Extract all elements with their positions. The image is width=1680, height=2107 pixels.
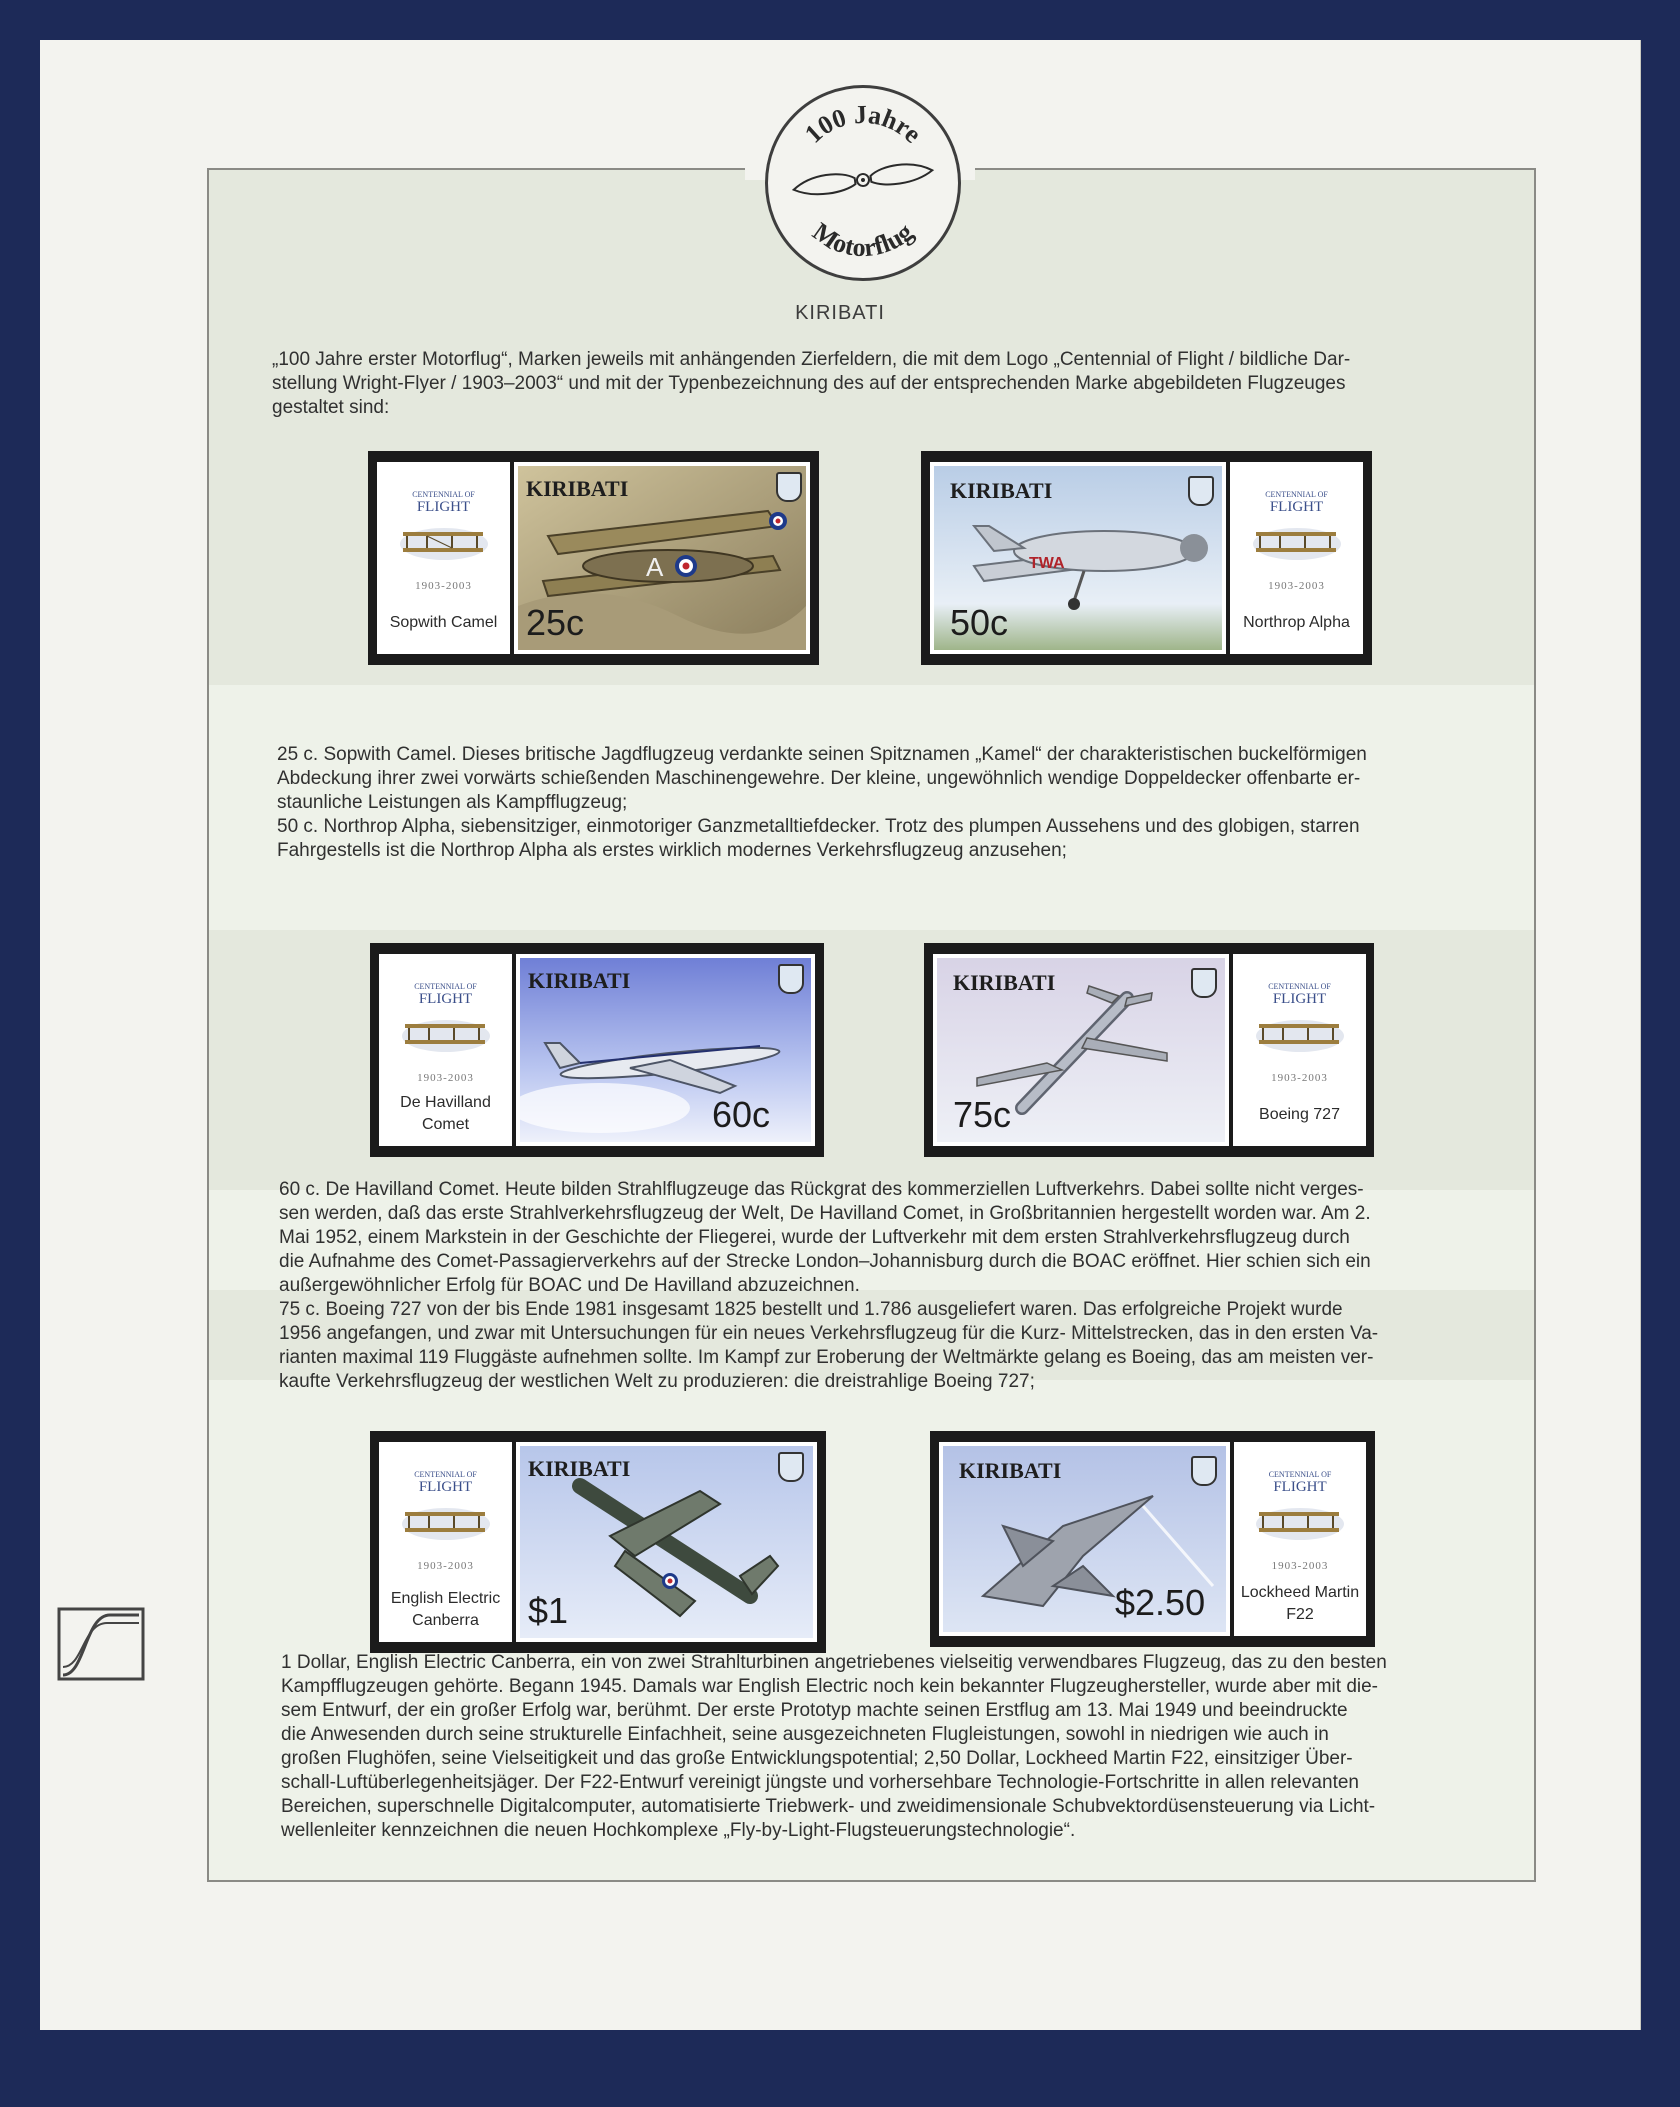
- centennial-flight-text: FLIGHT: [418, 991, 473, 1007]
- stamp: [933, 954, 1229, 1146]
- svg-text:100 Jahre: [799, 100, 927, 149]
- aircraft-label: Sopwith Camel: [389, 614, 498, 631]
- stamp-mount: [921, 451, 1372, 665]
- aircraft-label: English Electric Canberra: [390, 1590, 501, 1629]
- centennial-top-text: CENTENNIAL OF: [414, 982, 477, 991]
- centennial-flight-text: FLIGHT: [416, 499, 471, 515]
- stamp-value: 50c: [950, 602, 1009, 643]
- kiribati-crest-icon: [776, 472, 802, 502]
- stamp: [516, 1442, 817, 1642]
- stamp-label: [379, 954, 512, 1146]
- stamp-country: KIRIBATI: [528, 1456, 631, 1481]
- logo-top-text: 100 Jahre: [799, 99, 928, 149]
- stamp-value: $2.50: [1115, 1582, 1206, 1623]
- aircraft-label: Northrop Alpha: [1243, 614, 1350, 631]
- stamp-label: [377, 462, 510, 654]
- intro-text: „100 Jahre erster Motorflug“, Marken jeweils mit anhängenden Zierfeldern, die mit dem Logo „Centennial of Flight / bildliche Dar- stellung Wright-Flyer / 1903–2003“ und mit der Typenbezeichnung des auf der entsprechenden Marke abgebildeten Flugzeuges gestaltet sind:: [272, 349, 1351, 418]
- wright-flyer-icon: [399, 1498, 493, 1543]
- years-text: 1903-2003: [417, 1560, 474, 1572]
- stamp-label: [1230, 462, 1363, 654]
- kiribati-crest-icon: [778, 1452, 804, 1482]
- years-text: 1903-2003: [417, 1072, 474, 1084]
- stamp-country: KIRIBATI: [526, 476, 629, 501]
- centennial-flight-text: FLIGHT: [1272, 991, 1327, 1007]
- stamp-mount: [924, 943, 1374, 1157]
- kiribati-crest-icon: [1191, 968, 1217, 998]
- wright-flyer-icon: [1250, 518, 1344, 563]
- years-text: 1903-2003: [1271, 1560, 1329, 1572]
- description-text-3: 1 Dollar, English Electric Canberra, ein von zwei Strahlturbinen angetriebenes vielseitig verwendbares Flugzeug, das zu den besten Kampfflugzeugen gehörte. Begann 1945. Damals war English Electric noch kein bekannter Flugzeughersteller, wurde aber mit die- sem Entwurf, der ein großer Erfolg war, berühmt. Der erste Prototyp machte seinen Erstflug am 13. Mai 1949 und beeindruckte die Anwesenden durch seine strukturelle Einfachheit, seine ausgezeichneten Flugleistungen, sowohl in niedrigen wie auch in großen Flughöfen, seine Vielseitigkeit und das große Entwicklungspotential; 2,50 Dollar, Lockheed Martin F22, einsitziger Über- schall-Luftüberlegenheitsjäger. Der F22-Entwurf vereinigt jüngste und vorhersehbare Technologie-Fortschritte in allen relevanten Bereichen, superschnelle Digitalcomputer, automatisierte Triebwerk- und zweidimensionale Schubvektordüsensteuerung via Licht- wellenleiter kennzeichnen die neuen Hochkomplexe „Fly-by-Light-Flugsteuerungstechnologie“.: [281, 1652, 1387, 1841]
- logo-bottom-text: Motorflug: [807, 216, 919, 263]
- centennial-flight-text: FLIGHT: [1273, 1479, 1327, 1495]
- wright-flyer-icon: [1253, 1010, 1347, 1055]
- svg-text:Motorflug: [807, 217, 918, 262]
- stamp: [930, 462, 1226, 654]
- stamp-label: [1234, 1442, 1366, 1636]
- centennial-top-text: CENTENNIAL OF: [414, 1470, 477, 1479]
- aircraft-label: Boeing 727: [1259, 1106, 1340, 1123]
- centennial-top-text: CENTENNIAL OF: [1268, 982, 1331, 991]
- stamp-country: KIRIBATI: [950, 478, 1053, 503]
- years-text: 1903-2003: [1271, 1072, 1328, 1084]
- stamp-country: KIRIBATI: [528, 968, 631, 993]
- publisher-emblem-icon: [55, 1605, 145, 1685]
- centennial-logo: [765, 85, 961, 281]
- stamp-value: 60c: [712, 1094, 771, 1135]
- page-title: KIRIBATI: [795, 302, 885, 324]
- stamp: [939, 1442, 1230, 1636]
- centennial-top-text: CENTENNIAL OF: [1268, 1470, 1332, 1479]
- stamp: [516, 954, 815, 1146]
- aircraft-label: De Havilland Comet: [400, 1094, 491, 1133]
- stamp-label: [379, 1442, 512, 1642]
- years-text: 1903-2003: [1268, 580, 1325, 592]
- years-text: 1903-2003: [415, 580, 472, 592]
- kiribati-crest-icon: [1191, 1456, 1217, 1486]
- wright-flyer-icon: [1253, 1498, 1347, 1543]
- stamp-mount: [370, 943, 824, 1157]
- centennial-flight-text: FLIGHT: [418, 1479, 473, 1495]
- description-text-2: 60 c. De Havilland Comet. Heute bilden Strahlflugzeuge das Rückgrat des kommerziellen Luftverkehrs. Dabei sollte nicht verges- sen werden, daß das erste Strahlverkehrsflugzeug der Welt, De Havilland Comet, in Großbritannien hergestellt worden war. Am 2. Mai 1952, einem Markstein in der Geschichte der Fliegerei, wurde der Luftverkehr mit dem ersten Strahlverkehrsflugzeug durch die Aufnahme des Comet-Passagierverkehrs auf der Strecke London–Johannisburg durch die BOAC eröffnet. Hier schien sich ein außergewöhnlicher Erfolg für BOAC und De Havilland abzuzeichnen. 75 c. Boeing 727 von der bis Ende 1981 insgesamt 1825 bestellt und 1.786 ausgeliefert waren. Das erfolgreiche Projekt wurde 1956 angefangen, und zwar mit Untersuchungen für ein neues Verkehrsflugzeug für die Kurz- Mittelstrecken, das in den ersten Va- rianten maximal 119 Fluggäste aufnehmen sollte. Im Kampf zur Eroberung der Weltmärkte gelang es Boeing, das am meisten ver- kaufte Verkehrsflugzeug der westlichen Welt zu produzieren: die dreistrahlige Boeing 727;: [279, 1179, 1379, 1392]
- stamp-mount: [930, 1431, 1375, 1647]
- aircraft-label: Lockheed Martin F22: [1240, 1584, 1360, 1623]
- svg-text:A: A: [646, 552, 664, 582]
- stamp-label: [1233, 954, 1366, 1146]
- wright-flyer-icon: [397, 518, 491, 563]
- propeller-icon: [792, 160, 933, 198]
- stamp-value: 75c: [953, 1094, 1012, 1135]
- wright-flyer-icon: [399, 1010, 493, 1055]
- stamp-value: 25c: [526, 602, 585, 643]
- description-text-1: 25 c. Sopwith Camel. Dieses britische Jagdflugzeug verdankte seinen Spitznamen „Kamel“ der charakteristischen buckelförmigen Abdeckung ihrer zwei vorwärts schießenden Maschinengewehre. Der kleine, ungewöhnlich wendige Doppeldecker offenbarte er- staunliche Leistungen als Kampfflugzeug; 50 c. Northrop Alpha, siebensitziger, einmotoriger Ganzmetalltiefdecker. Trotz des plumpen Aussehens und des globigen, starren Fahrgestells ist die Northrop Alpha als erstes wirklich modernes Verkehrsflugzeug anzusehen;: [277, 744, 1367, 861]
- stamp-mount: [368, 451, 819, 665]
- centennial-top-text: CENTENNIAL OF: [1265, 490, 1328, 499]
- stamp-value: $1: [528, 1590, 569, 1631]
- centennial-top-text: CENTENNIAL OF: [412, 490, 475, 499]
- svg-text:TWA: TWA: [1029, 555, 1065, 572]
- kiribati-crest-icon: [1188, 476, 1214, 506]
- stamp-mount: [370, 1431, 826, 1653]
- centennial-flight-text: FLIGHT: [1269, 499, 1324, 515]
- kiribati-crest-icon: [778, 964, 804, 994]
- stamp-country: KIRIBATI: [959, 1458, 1062, 1483]
- stamp: [514, 462, 810, 654]
- stamp-country: KIRIBATI: [953, 970, 1056, 995]
